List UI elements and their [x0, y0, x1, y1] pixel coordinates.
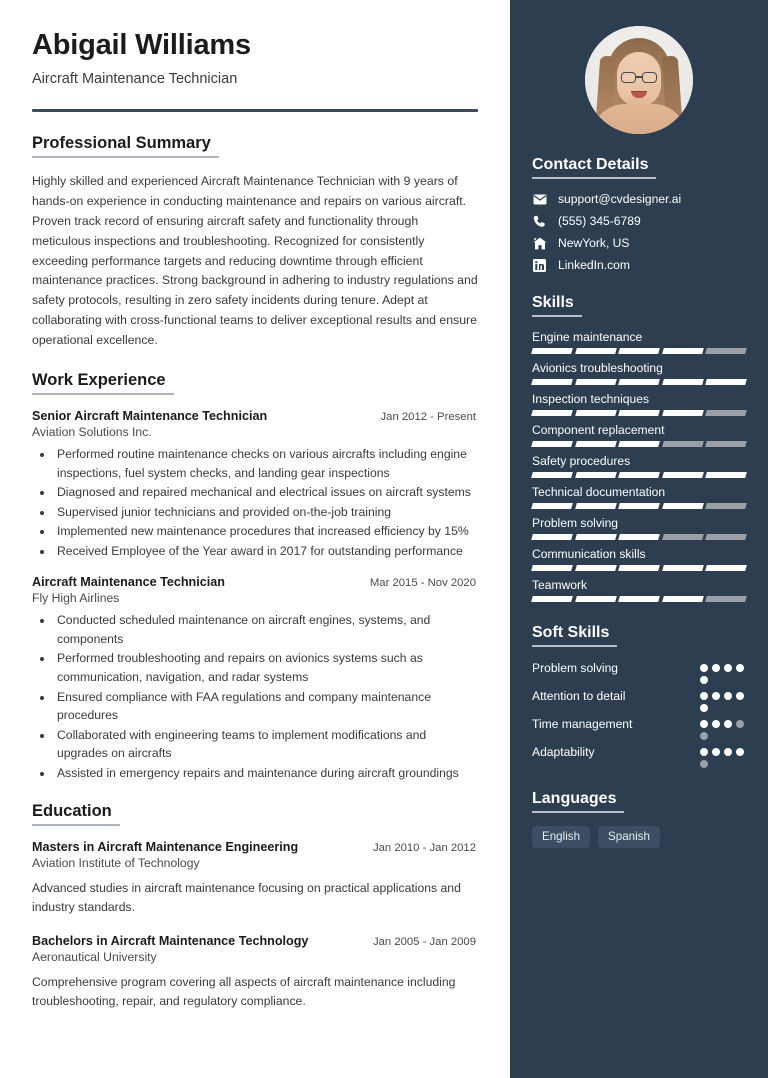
education-entry-header — [32, 840, 478, 854]
skill-item — [532, 547, 746, 571]
skill-level-segment — [706, 503, 747, 509]
soft-skill-rating — [700, 660, 746, 684]
skill-item — [532, 330, 746, 354]
soft-skill-dot — [700, 720, 708, 728]
skill-level-segment — [662, 410, 703, 416]
work-company-name: Fly High Airlines — [32, 591, 120, 606]
education-school: Aviation Institute of Technology — [32, 856, 200, 871]
skill-level-segment — [575, 348, 616, 354]
soft-skill-item — [532, 688, 746, 712]
skill-level-segment — [706, 472, 747, 478]
contact-list — [532, 192, 746, 272]
soft-skill-dot — [700, 748, 708, 756]
skill-level-segment — [706, 348, 747, 354]
skill-level-segment — [618, 534, 659, 540]
skill-name: Avionics troubleshooting — [532, 361, 663, 375]
section-heading-work: Work Experience — [32, 371, 174, 395]
skill-level-segment — [575, 410, 616, 416]
skill-name: Teamwork — [532, 578, 588, 592]
section-heading-contact: Contact Details — [532, 156, 656, 179]
education-date-range: Jan 2010 - Jan 2012 — [372, 842, 476, 855]
skill-level-segment — [575, 596, 616, 602]
phone-icon — [532, 214, 547, 228]
soft-skill-rating — [700, 744, 746, 768]
skill-level-bar — [532, 441, 746, 447]
education-date-range: Jan 2005 - Jan 2009 — [372, 936, 476, 949]
skill-level-segment — [706, 565, 747, 571]
skill-level-segment — [662, 596, 703, 602]
work-job-title: Aircraft Maintenance Technician — [32, 575, 225, 590]
work-date-range: Mar 2015 - Nov 2020 — [369, 577, 476, 590]
section-work-experience — [32, 371, 478, 782]
resume-header — [32, 30, 478, 87]
soft-skill-dot — [700, 760, 708, 768]
section-heading-skills: Skills — [532, 294, 582, 317]
contact-item[interactable] — [532, 192, 746, 206]
language-chip-list — [532, 826, 746, 848]
skill-item — [532, 485, 746, 509]
education-school: Aeronautical University — [32, 950, 157, 965]
skill-level-segment — [706, 534, 747, 540]
section-soft-skills — [532, 624, 746, 768]
language-chip: Spanish — [598, 826, 660, 848]
education-description: Advanced studies in aircraft maintenance focusing on practical applications and industry standards. — [32, 881, 461, 915]
skills-list — [532, 330, 746, 602]
skill-level-segment — [618, 565, 659, 571]
soft-skill-dot — [712, 692, 720, 700]
skill-level-bar — [532, 596, 746, 602]
skill-level-bar — [532, 410, 746, 416]
header-divider — [32, 109, 478, 112]
work-bullet-item: • Collaborated with engineering teams to implement modifications and upgrades on aircrafts — [54, 726, 478, 763]
soft-skill-rating — [700, 688, 746, 712]
avatar-wrapper — [532, 26, 746, 134]
soft-skill-dot — [700, 676, 708, 684]
soft-skill-dot — [724, 664, 732, 672]
section-contact-details — [532, 156, 746, 272]
skill-level-segment — [575, 379, 616, 385]
work-company-name: Aviation Solutions Inc. — [32, 425, 152, 440]
work-entry-header — [32, 575, 478, 589]
work-entry-header — [32, 409, 478, 423]
summary-text: Highly skilled and experienced Aircraft Maintenance Technician with 9 years of hands-on experience in conducting maintenance and repairs on various aircraft. Proven track record of ensuring aircraft safety and functionality through meticulous inspections and troubleshooting. Recognized for consistently exceeding performance targets and reducing downtime through efficient maintenance practices. Strong background in adhering to industry regulations and safety protocols, resulting in zero safety incidents during tenure. Adept at collaborating with cross-functional teams to deliver exceptional results and ensure operational excellence. — [32, 173, 478, 348]
skill-level-segment — [618, 410, 659, 416]
skill-level-segment — [706, 379, 747, 385]
skill-level-segment — [662, 472, 703, 478]
work-bullet-list — [32, 611, 478, 782]
work-bullet-item: • Supervised junior technicians and provided on-the-job training — [54, 503, 478, 522]
soft-skills-list — [532, 660, 746, 768]
skill-level-bar — [532, 379, 746, 385]
education-entry — [32, 934, 478, 1011]
avatar-glasses-right — [642, 72, 657, 83]
section-education — [32, 802, 478, 1011]
section-heading-summary: Professional Summary — [32, 134, 219, 158]
skill-level-segment — [706, 410, 747, 416]
soft-skill-name: Adaptability — [532, 745, 595, 759]
skill-level-segment — [662, 534, 703, 540]
skill-item — [532, 423, 746, 447]
work-bullet-item: • Ensured compliance with FAA regulations and company maintenance procedures — [54, 688, 478, 725]
education-entry-list — [32, 840, 478, 1011]
soft-skill-dot — [712, 720, 720, 728]
skill-level-segment — [662, 565, 703, 571]
skill-level-segment — [662, 348, 703, 354]
soft-skill-dot — [724, 692, 732, 700]
soft-skill-dot — [700, 732, 708, 740]
skill-level-bar — [532, 472, 746, 478]
contact-item[interactable] — [532, 258, 746, 272]
skill-item — [532, 454, 746, 478]
home-icon — [532, 236, 547, 250]
skill-level-segment — [618, 503, 659, 509]
skill-item — [532, 578, 746, 602]
skill-level-segment — [618, 596, 659, 602]
skill-level-segment — [662, 503, 703, 509]
contact-value: NewYork, US — [558, 236, 630, 250]
skill-name: Engine maintenance — [532, 330, 643, 344]
skill-level-segment — [531, 534, 572, 540]
skill-level-segment — [531, 348, 572, 354]
section-languages — [532, 790, 746, 848]
soft-skill-item — [532, 716, 746, 740]
skill-name: Safety procedures — [532, 454, 631, 468]
soft-skill-dot — [712, 748, 720, 756]
section-skills — [532, 294, 746, 602]
avatar — [585, 26, 693, 134]
skill-level-segment — [531, 472, 572, 478]
skill-name: Inspection techniques — [532, 392, 649, 406]
soft-skill-dot — [712, 664, 720, 672]
contact-item[interactable] — [532, 236, 746, 250]
skill-level-segment — [531, 379, 572, 385]
education-degree: Bachelors in Aircraft Maintenance Technology — [32, 934, 309, 949]
resume-sidebar — [510, 0, 768, 1078]
contact-value: (555) 345-6789 — [558, 214, 641, 228]
soft-skill-name: Time management — [532, 717, 633, 731]
skill-level-segment — [662, 379, 703, 385]
skill-level-segment — [618, 348, 659, 354]
skill-item — [532, 516, 746, 540]
linkedin-icon — [532, 258, 547, 272]
skill-level-segment — [575, 472, 616, 478]
work-bullet-item: • Assisted in emergency repairs and maintenance during aircraft groundings — [54, 764, 478, 783]
soft-skill-dot — [700, 692, 708, 700]
skill-name: Component replacement — [532, 423, 665, 437]
skill-name: Communication skills — [532, 547, 646, 561]
section-heading-education: Education — [32, 802, 120, 826]
skill-level-bar — [532, 348, 746, 354]
work-job-title: Senior Aircraft Maintenance Technician — [32, 409, 268, 424]
contact-value: support@cvdesigner.ai — [558, 192, 682, 206]
skill-name: Problem solving — [532, 516, 619, 530]
work-entry — [32, 409, 478, 560]
education-entry-header — [32, 934, 478, 948]
work-bullet-item: • Implemented new maintenance procedures that increased efficiency by 15% — [54, 522, 478, 541]
soft-skill-item — [532, 660, 746, 684]
education-description: Comprehensive program covering all aspects of aircraft maintenance including troubleshooting, repair, and regulatory compliance. — [32, 975, 456, 1008]
soft-skill-dot — [724, 720, 732, 728]
skill-level-segment — [662, 441, 703, 447]
skill-level-segment — [618, 472, 659, 478]
work-bullet-item: • Conducted scheduled maintenance on aircraft engines, systems, and components — [54, 611, 478, 648]
work-bullet-item: • Performed routine maintenance checks on various aircrafts including engine inspections, fuel system checks, and landing gear inspections — [54, 445, 478, 482]
skill-level-bar — [532, 534, 746, 540]
soft-skill-dot — [736, 664, 744, 672]
language-chip: English — [532, 826, 590, 848]
work-bullet-item: • Received Employee of the Year award in 2017 for outstanding performance — [54, 542, 478, 561]
skill-level-segment — [531, 410, 572, 416]
soft-skill-dot — [700, 704, 708, 712]
skill-level-segment — [575, 503, 616, 509]
soft-skill-item — [532, 744, 746, 768]
skill-item — [532, 361, 746, 385]
soft-skill-name: Attention to detail — [532, 689, 626, 703]
page-title: Abigail Williams — [32, 29, 251, 61]
skill-level-segment — [531, 441, 572, 447]
contact-item[interactable] — [532, 214, 746, 228]
education-degree: Masters in Aircraft Maintenance Engineering — [32, 840, 299, 855]
contact-value: LinkedIn.com — [558, 258, 630, 272]
work-bullet-list — [32, 445, 478, 560]
skill-level-segment — [618, 441, 659, 447]
soft-skill-dot — [736, 692, 744, 700]
avatar-glasses-bridge — [636, 76, 642, 78]
skill-level-segment — [618, 379, 659, 385]
skill-name: Technical documentation — [532, 485, 666, 499]
section-heading-languages: Languages — [532, 790, 624, 813]
work-date-range: Jan 2012 - Present — [380, 411, 476, 424]
section-heading-soft-skills: Soft Skills — [532, 624, 617, 647]
work-bullet-item: • Performed troubleshooting and repairs on avionics systems such as communication, navigation, and radar systems — [54, 649, 478, 686]
work-entry — [32, 575, 478, 782]
skill-level-segment — [531, 565, 572, 571]
work-bullet-item: • Diagnosed and repaired mechanical and electrical issues on aircraft systems — [54, 483, 478, 502]
soft-skill-dot — [700, 664, 708, 672]
soft-skill-dot — [736, 748, 744, 756]
avatar-glasses-left — [621, 72, 636, 83]
skill-level-bar — [532, 503, 746, 509]
soft-skill-dot — [736, 720, 744, 728]
soft-skill-name: Problem solving — [532, 661, 619, 675]
skill-level-segment — [575, 441, 616, 447]
skill-level-segment — [706, 441, 747, 447]
skill-level-segment — [531, 596, 572, 602]
skill-level-segment — [575, 565, 616, 571]
job-role-subtitle: Aircraft Maintenance Technician — [32, 70, 238, 87]
soft-skill-dot — [724, 748, 732, 756]
section-professional-summary — [32, 134, 478, 351]
soft-skill-rating — [700, 716, 746, 740]
envelope-icon — [532, 192, 547, 206]
skill-level-segment — [706, 596, 747, 602]
skill-level-segment — [575, 534, 616, 540]
skill-level-segment — [531, 503, 572, 509]
work-entry-list — [32, 409, 478, 782]
education-entry — [32, 840, 478, 917]
skill-item — [532, 392, 746, 416]
skill-level-bar — [532, 565, 746, 571]
